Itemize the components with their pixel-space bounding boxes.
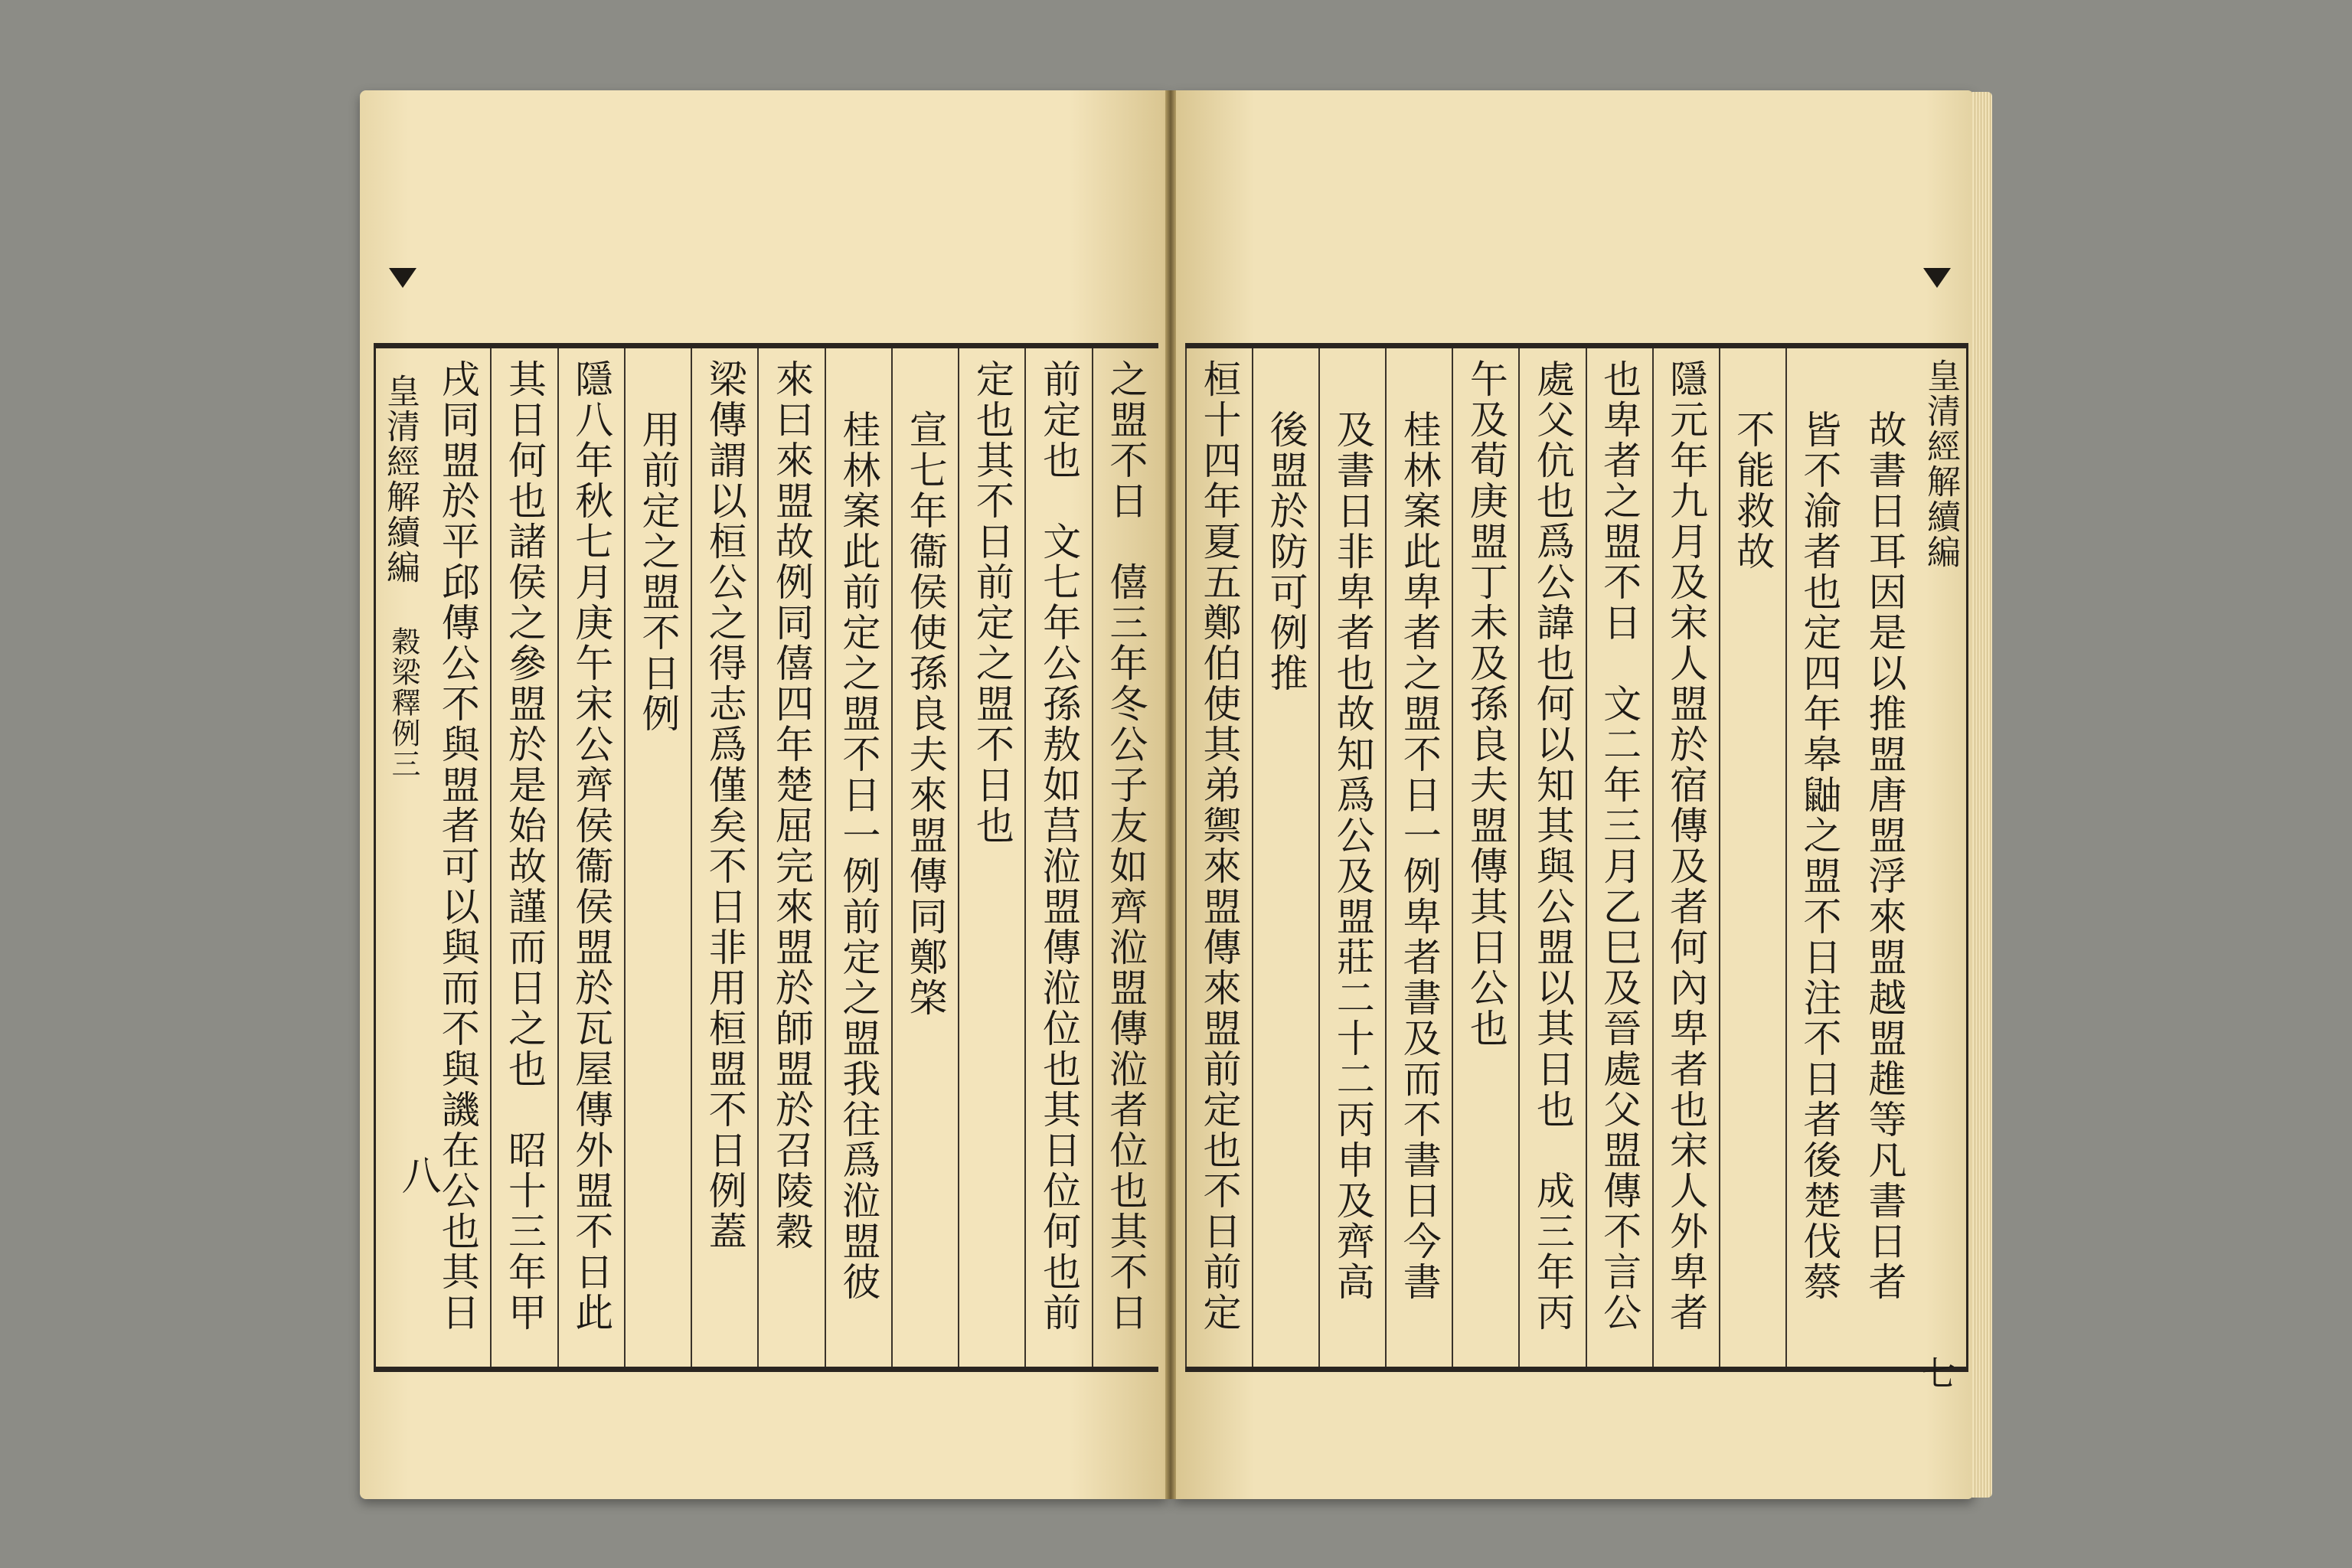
left-col-1: 之盟不日 僖三年冬公子友如齊涖盟傳涖者位也其不日	[1092, 348, 1158, 1367]
right-col-8: 桂林案此卑者之盟不日一例卑者書及而不書日今書	[1385, 348, 1452, 1367]
right-col-2: 皆不渝者也定四年皋鼬之盟不日注不日者後楚伐蔡	[1785, 348, 1852, 1367]
left-col-5: 桂林案此前定之盟不日一例前定之盟我往爲涖盟彼	[825, 348, 891, 1367]
left-col-11: 戌同盟於平邱傳公不與盟者可以與而不與譏在公也其日	[435, 359, 480, 1333]
left-folio-number: 八	[394, 1155, 440, 1194]
left-col-8: 用前定之盟不日例	[624, 348, 691, 1367]
left-col-4: 宣七年衞侯使孫良夫來盟傳同鄭棨	[891, 348, 958, 1367]
right-col-9: 及書日非卑者也故知爲公及盟莊二十二丙申及齊高	[1318, 348, 1385, 1367]
left-spine-section: 穀梁釋例三	[387, 626, 420, 779]
left-col-10: 其日何也諸侯之參盟於是始故謹而日之也 昭十三年甲	[490, 348, 557, 1367]
right-col-11: 桓十四年夏五鄭伯使其弟禦來盟傳來盟前定也不日前定	[1185, 348, 1252, 1367]
right-folio-number: 七	[1922, 1354, 1955, 1393]
right-col-7: 午及荀庚盟丁未及孫良夫盟傳其日公也	[1452, 348, 1518, 1367]
left-spine-title: 皇清經解續編	[381, 374, 420, 585]
right-col-4: 隱元年九月及宋人盟於宿傳及者何內卑者也宋人外卑者	[1652, 348, 1719, 1367]
right-col-10: 後盟於防可例推	[1252, 348, 1318, 1367]
right-spine-title: 皇清經解續編	[1921, 358, 1960, 570]
left-col-3: 定也其不日前定之盟不日也	[958, 348, 1024, 1367]
page-edges	[1972, 92, 1992, 1498]
left-col-9: 隱八年秋七月庚午宋公齊侯衞侯盟於瓦屋傳外盟不日此	[557, 348, 624, 1367]
right-spine	[1913, 343, 1968, 1393]
right-col-6: 處父伉也爲公諱也何以知其與公盟以其日也 成三年丙	[1518, 348, 1585, 1367]
book-gutter	[1165, 90, 1176, 1499]
right-col-5: 也卑者之盟不日 文二年三月乙巳及晉處父盟傳不言公	[1586, 348, 1652, 1367]
left-col-6: 來曰來盟故例同僖四年楚屈完來盟於師盟於召陵穀	[757, 348, 824, 1367]
left-col-2: 前定也 文七年公孫敖如莒涖盟傳涖位也其日位何也前	[1024, 348, 1091, 1367]
right-text-frame	[1185, 343, 1968, 1372]
right-col-3: 不能救故	[1719, 348, 1785, 1367]
right-col-1: 故書日耳因是以推盟唐盟浮來盟越盟趡等凡書日者	[1862, 410, 1907, 1302]
left-col-7: 梁傳謂以桓公之得志爲僅矣不日非用桓盟不日例蓋	[691, 348, 757, 1367]
left-text-frame	[374, 343, 1158, 1372]
